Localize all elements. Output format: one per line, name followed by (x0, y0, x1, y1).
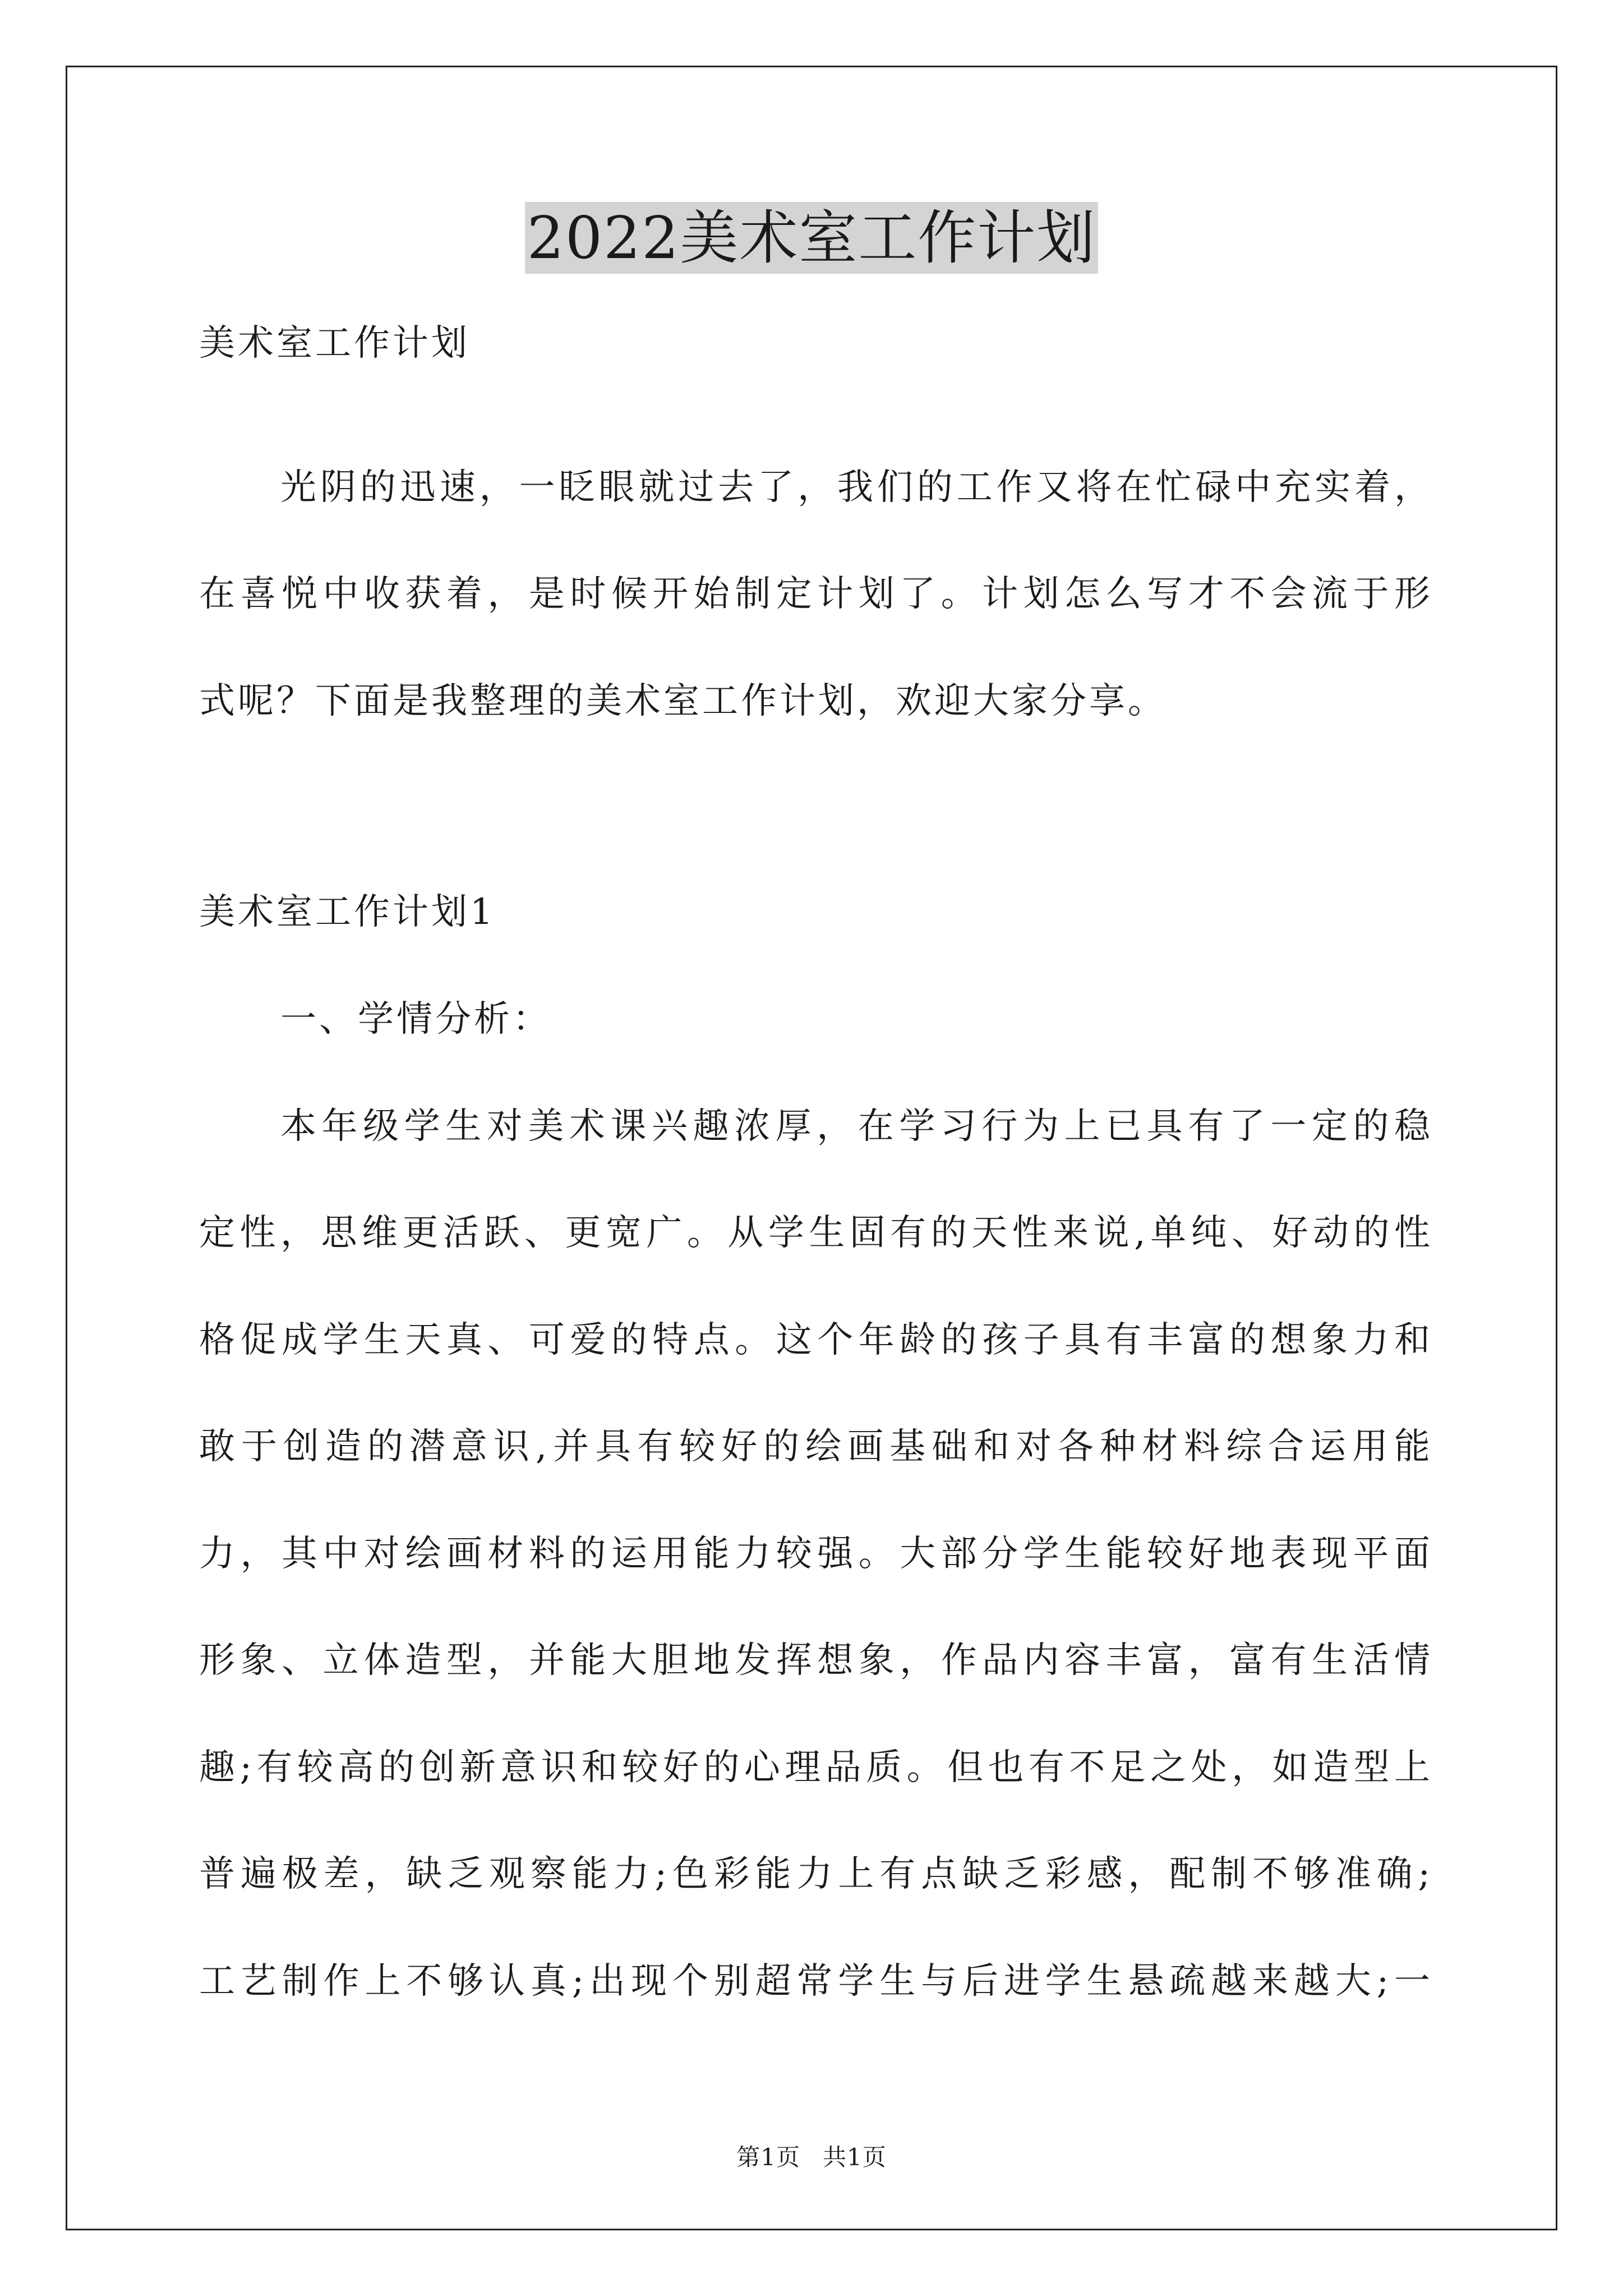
body-line-3: 格促成学生天真、可爱的特点。这个年龄的孩子具有丰富的想象力和 (199, 1319, 1430, 1361)
section-title: 美术室工作计划1 (199, 891, 496, 933)
heading-1: 一、学情分析： (280, 999, 551, 1040)
body-line-5: 力，其中对绘画材料的运用能力较强。大部分学生能较好地表现平面 (199, 1533, 1430, 1575)
body-line-9: 工艺制作上不够认真;出现个别超常学生与后进学生悬疏越来越大;一 (199, 1961, 1430, 2002)
body-line-6: 形象、立体造型，并能大胆地发挥想象，作品内容丰富，富有生活情 (199, 1640, 1430, 1681)
page-total: 共1页 (823, 2143, 887, 2171)
document-title: 2022美术室工作计划 (525, 202, 1099, 274)
intro-line-2: 在喜悦中收获着，是时候开始制定计划了。计划怎么写才不会流于形 (199, 573, 1430, 615)
page-footer (0, 2142, 1623, 2173)
intro-line-1: 光阴的迅速，一眨眼就过去了，我们的工作又将在忙碌中充实着， (280, 467, 1430, 508)
body-line-2: 定性，思维更活跃、更宽广。从学生固有的天性来说,单纯、好动的性 (199, 1212, 1430, 1254)
intro-line-3: 式呢？下面是我整理的美术室工作计划，欢迎大家分享。 (199, 680, 1166, 722)
body-line-7: 趣;有较高的创新意识和较好的心理品质。但也有不足之处，如造型上 (199, 1747, 1430, 1788)
body-line-4: 敢于创造的潜意识,并具有较好的绘画基础和对各种材料综合运用能 (199, 1426, 1430, 1467)
subtitle: 美术室工作计划 (199, 323, 470, 364)
page-number: 第1页 (736, 2143, 800, 2171)
body-line-8: 普遍极差，缺乏观察能力;色彩能力上有点缺乏彩感，配制不够准确; (199, 1853, 1430, 1895)
body-line-1: 本年级学生对美术课兴趣浓厚，在学习行为上已具有了一定的稳 (280, 1106, 1430, 1147)
title-container (0, 202, 1623, 274)
